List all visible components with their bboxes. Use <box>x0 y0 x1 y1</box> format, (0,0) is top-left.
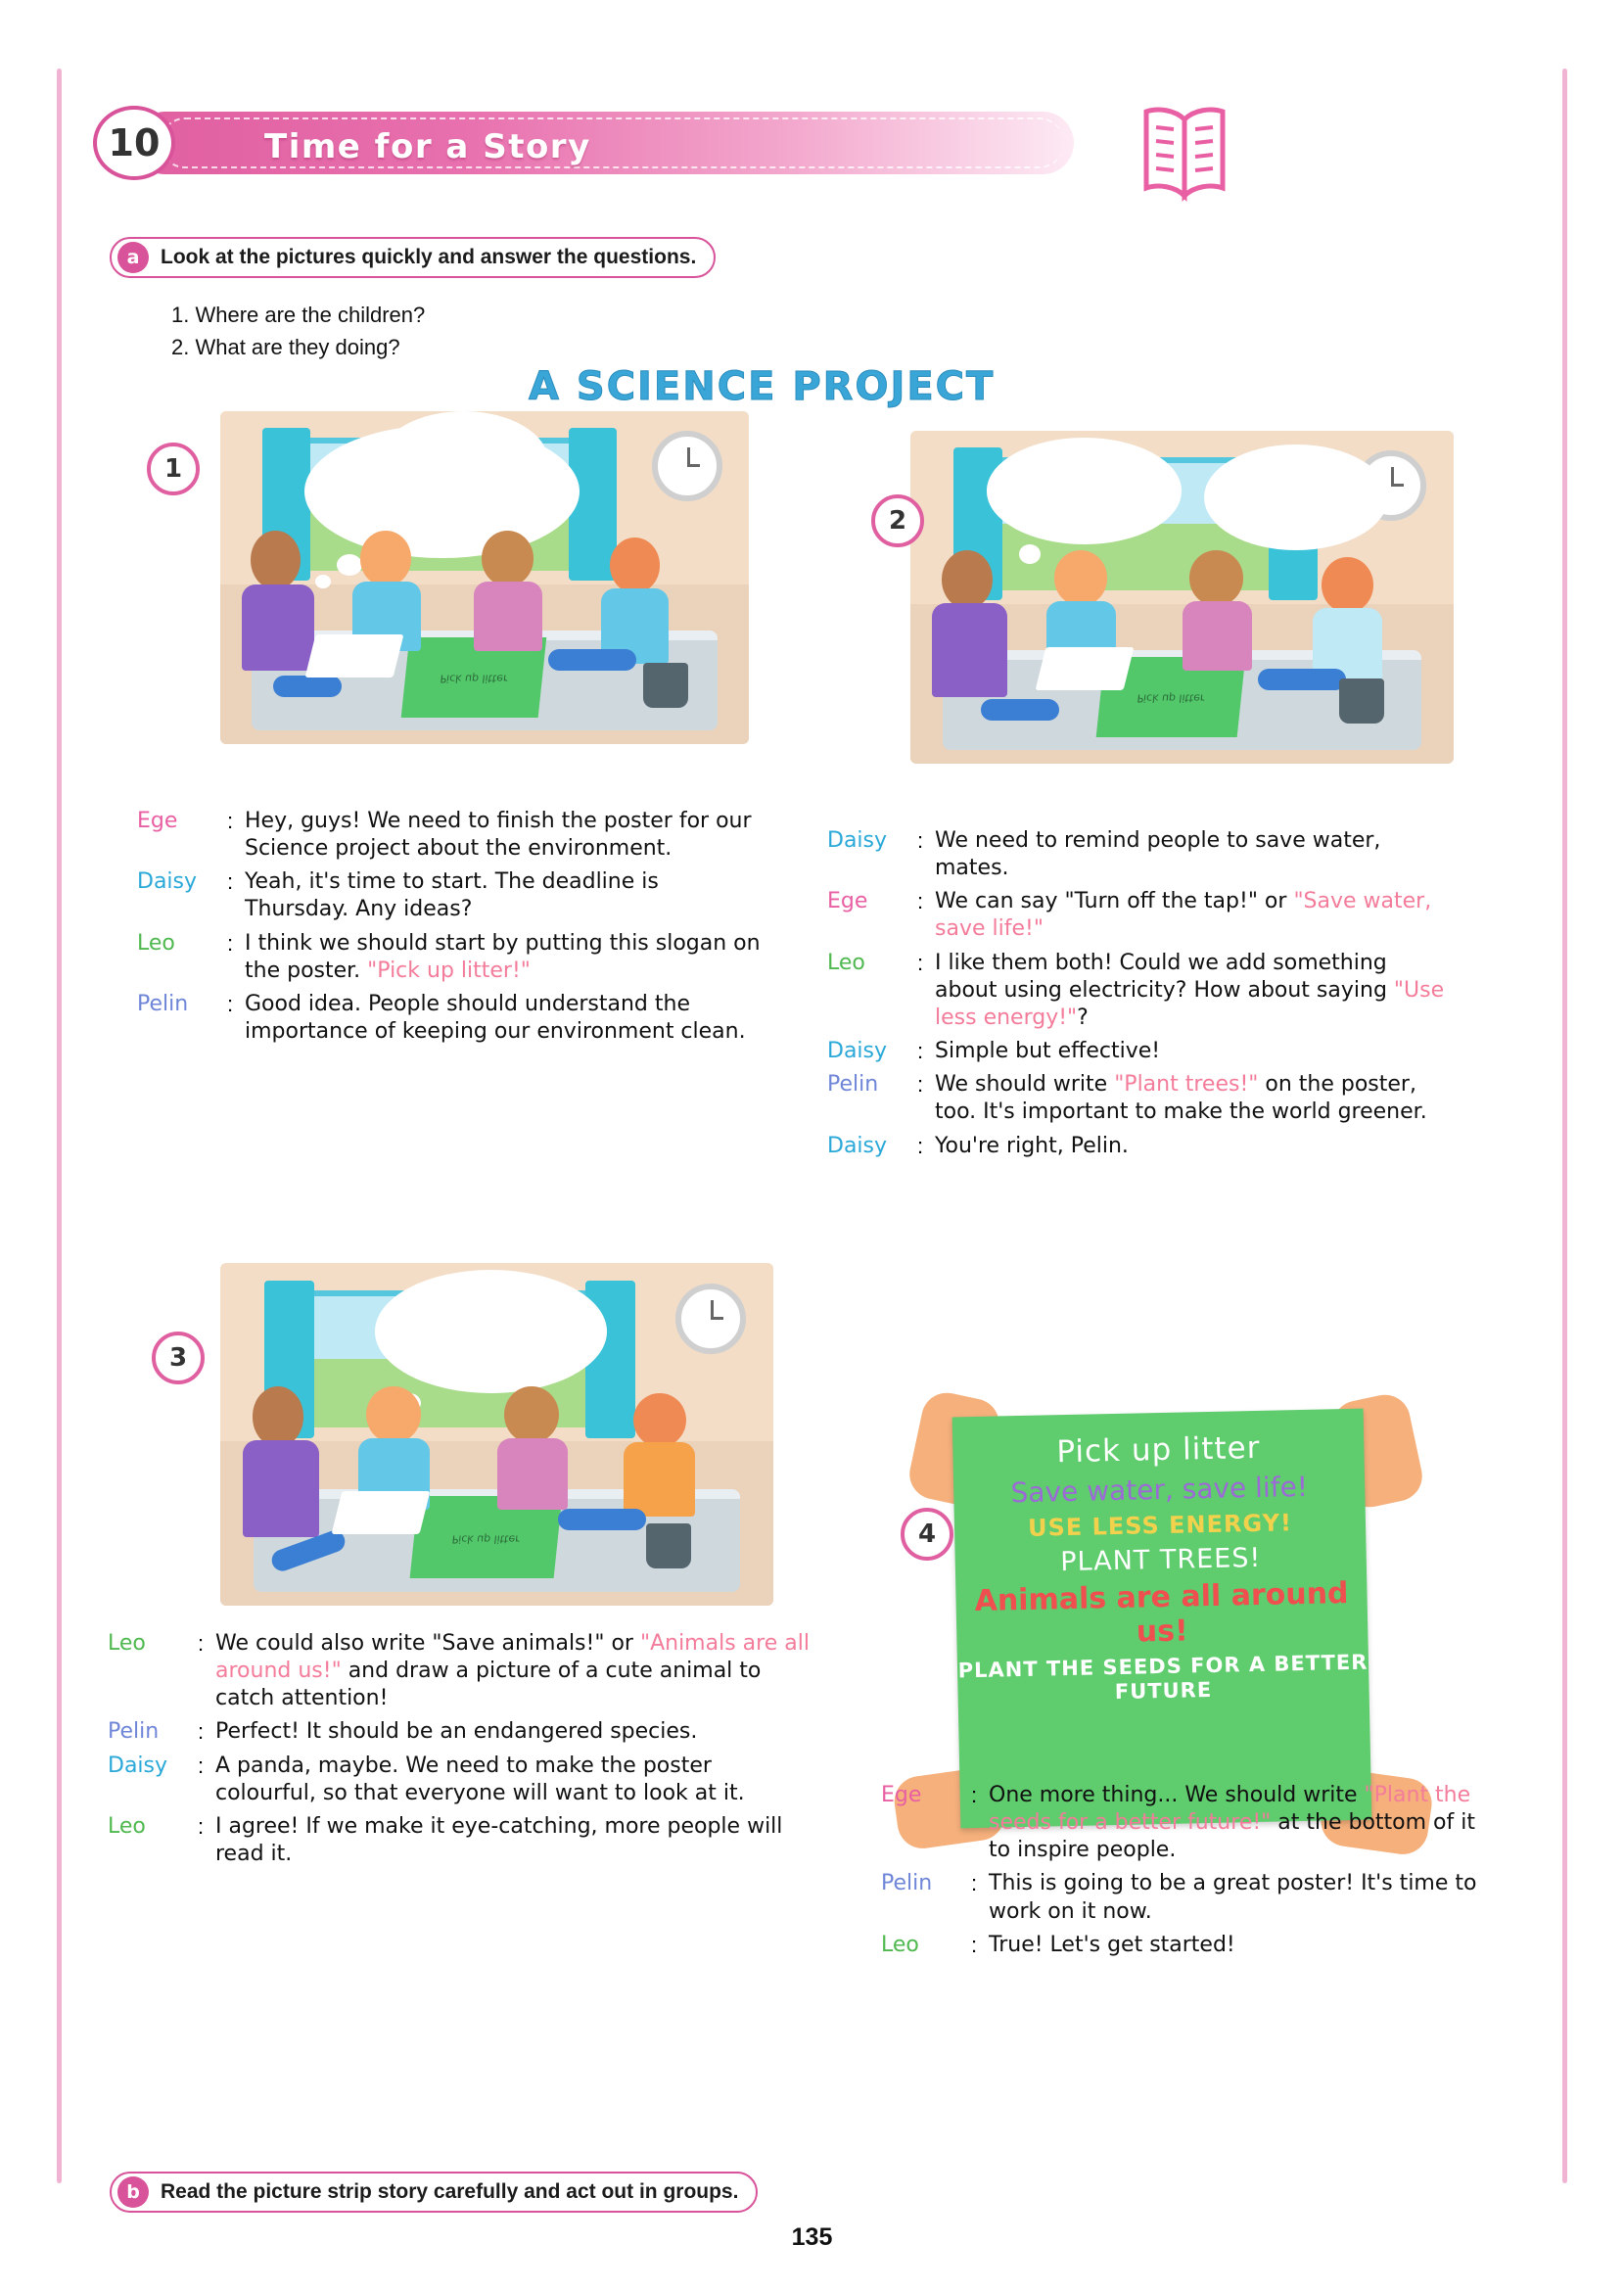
dialogue-slogan: "Save water, save life!" <box>935 889 1432 942</box>
speaker-name: Pelin <box>827 1072 879 1098</box>
kid-head <box>1322 557 1373 613</box>
dialogue-plain: We should write <box>935 1072 1115 1098</box>
story-title: A SCIENCE PROJECT <box>529 364 996 409</box>
panel-1-pencil-cup <box>643 663 688 708</box>
kid-body <box>624 1442 695 1517</box>
panel-2-blue-roll-2 <box>1258 669 1346 690</box>
dialogue-block-4 <box>881 1782 1488 1965</box>
dialogue-plain: One more thing... We should write <box>989 1783 1365 1807</box>
panel-3-wall-clock <box>675 1284 746 1354</box>
question-2: 2. What are they doing? <box>171 335 400 359</box>
speaker-name: Ege <box>827 889 868 914</box>
dialogue-colon: : <box>971 1871 978 1896</box>
dialogue-text <box>215 1718 812 1746</box>
panel-2-kid-leo <box>1313 557 1389 683</box>
unit-number: 10 <box>93 106 175 180</box>
dialogue-plain: You're right, Pelin. <box>935 1133 1129 1158</box>
kid-head <box>1054 550 1107 605</box>
panel-3-kid-pelin <box>497 1386 575 1510</box>
dialogue-line <box>827 827 1454 882</box>
dialogue-colon: : <box>917 1133 924 1158</box>
questions-list <box>171 299 425 363</box>
speaker-name: Leo <box>108 1813 146 1839</box>
dialogue-line <box>108 1630 812 1712</box>
kid-head <box>482 531 534 585</box>
dialogue-text <box>989 1870 1488 1925</box>
dialogue-colon: : <box>917 828 924 853</box>
kid-head <box>253 1386 304 1447</box>
kid-body <box>1183 601 1252 671</box>
dialogue-plain: We can say "Turn off the tap!" or <box>935 889 1294 914</box>
panel-1-blue-roll <box>273 676 342 697</box>
speaker-name: Leo <box>108 1631 146 1656</box>
dialogue-text <box>989 1932 1488 1959</box>
panel-3-kid-ege <box>243 1386 326 1537</box>
dialogue-plain: A panda, maybe. We need to make the poster colourful, so that everyone will want to look at it. <box>215 1753 745 1805</box>
dialogue-line <box>108 1813 812 1868</box>
poster-line-2: Save water, save life! <box>1010 1470 1309 1510</box>
dialogue-plain: We need to remind people to save water, mates. <box>935 828 1381 881</box>
poster-line-1: Pick up litter <box>1056 1429 1261 1471</box>
instruction-b-text: Read the picture strip story carefully and act out in groups. <box>161 2180 739 2203</box>
dialogue-plain: Simple but effective! <box>935 1039 1161 1064</box>
kid-head <box>1189 550 1242 605</box>
dialogue-text <box>215 1813 812 1868</box>
dialogue-block-1 <box>137 808 764 1052</box>
dialogue-colon: : <box>917 950 924 975</box>
dialogue-colon: : <box>917 1039 924 1064</box>
dialogue-colon: : <box>227 930 234 956</box>
panel-3-pencil-cup <box>646 1523 691 1568</box>
kid-body <box>932 603 1007 697</box>
dialogue-plain: ? <box>1077 1005 1089 1030</box>
dialogue-colon: : <box>198 1719 205 1745</box>
instruction-b <box>110 2172 758 2213</box>
dialogue-text <box>245 930 764 985</box>
dialogue-colon: : <box>227 991 234 1016</box>
poster-line-3: USE LESS ENERGY! <box>1027 1509 1293 1542</box>
unit-header <box>93 106 1082 180</box>
dialogue-slogan: "Plant trees!" <box>1114 1072 1259 1098</box>
panel-3-poster-text: Pick up litter <box>450 1532 521 1546</box>
speaker-name: Ege <box>881 1783 922 1807</box>
dialogue-line <box>137 808 764 863</box>
panel-1-paper <box>304 634 403 678</box>
speaker-name: Pelin <box>108 1719 160 1745</box>
kid-head <box>360 531 412 585</box>
dialogue-plain: Yeah, it's time to start. The deadline is Thursday. Any ideas? <box>245 869 659 922</box>
dialogue-colon: : <box>227 869 234 895</box>
comic-panel-2 <box>910 431 1454 764</box>
dialogue-plain: I like them both! Could we add something about using electricity? How about saying <box>935 950 1394 1003</box>
dialogue-plain: I agree! If we make it eye-catching, more people will read it. <box>215 1813 783 1867</box>
panel-2-blue-roll <box>981 699 1059 721</box>
dialogue-line <box>827 1038 1454 1065</box>
project-poster <box>952 1409 1372 1829</box>
question-1: 1. Where are the children? <box>171 303 426 327</box>
instruction-a-text: Look at the pictures quickly and answer the questions. <box>161 246 697 268</box>
dialogue-colon: : <box>198 1753 205 1778</box>
kid-head <box>633 1393 686 1447</box>
speaker-name: Leo <box>137 930 175 956</box>
panel-2-pencil-cup <box>1339 678 1384 724</box>
dialogue-line <box>137 991 764 1046</box>
dialogue-colon: : <box>917 1072 924 1098</box>
speaker-name: Pelin <box>881 1871 933 1896</box>
panel-number-2: 2 <box>871 494 924 547</box>
kid-head <box>942 550 993 609</box>
dialogue-text <box>215 1753 812 1807</box>
panel-1-wall-clock <box>652 431 722 501</box>
dialogue-text <box>935 950 1454 1032</box>
dialogue-block-2 <box>827 827 1454 1166</box>
panel-1-kid-pelin <box>474 531 548 650</box>
poster-line-6: PLANT THE SEEDS FOR A BETTER FUTURE <box>957 1650 1369 1705</box>
dialogue-colon: : <box>971 1932 978 1957</box>
dialogue-line <box>881 1932 1488 1959</box>
speaker-name: Daisy <box>137 869 198 895</box>
poster-line-5: Animals are all around us! <box>974 1576 1349 1650</box>
panel-2-thought-dot-1 <box>1019 544 1041 564</box>
dialogue-plain: This is going to be a great poster! It's time to work on it now. <box>989 1871 1477 1924</box>
page-number: 135 <box>791 2223 833 2251</box>
dialogue-block-3 <box>108 1630 812 1874</box>
dialogue-text <box>245 868 764 923</box>
dialogue-line <box>827 1133 1454 1160</box>
dialogue-line <box>881 1782 1488 1864</box>
dialogue-colon: : <box>917 889 924 914</box>
panel-3-thought-bubble <box>375 1270 607 1393</box>
dialogue-text <box>935 1071 1454 1126</box>
dialogue-line <box>108 1718 812 1746</box>
dialogue-colon: : <box>227 809 234 833</box>
speaker-name: Daisy <box>827 1133 888 1158</box>
panel-1-kid-leo <box>601 538 675 664</box>
dialogue-plain: Good idea. People should understand the importance of keeping our environment clean. <box>245 991 746 1045</box>
kid-head <box>366 1386 420 1443</box>
dialogue-colon: : <box>198 1631 205 1656</box>
poster-line-4: PLANT TREES! <box>1059 1542 1262 1578</box>
instruction-a-badge: a <box>117 242 149 273</box>
dialogue-line <box>827 1071 1454 1126</box>
dialogue-line <box>881 1870 1488 1925</box>
speaker-name: Ege <box>137 809 178 833</box>
kid-head <box>251 531 300 589</box>
panel-2-kid-ege <box>932 550 1013 697</box>
dialogue-text <box>215 1630 812 1712</box>
panel-3-paper <box>331 1491 430 1534</box>
dialogue-text <box>935 827 1454 882</box>
kid-body <box>497 1438 569 1510</box>
dialogue-colon: : <box>198 1813 205 1839</box>
dialogue-slogan: "Plant the seeds for a better future!" <box>989 1783 1471 1836</box>
speaker-name: Leo <box>881 1932 919 1957</box>
dialogue-plain: We could also write "Save animals!" or <box>215 1631 640 1656</box>
panel-2-thought-bubble-left <box>987 438 1183 544</box>
dialogue-line <box>108 1753 812 1807</box>
kid-head <box>610 538 660 593</box>
dialogue-line <box>137 868 764 923</box>
comic-panel-1 <box>220 411 749 744</box>
dialogue-text <box>935 1133 1454 1160</box>
dialogue-plain: True! Let's get started! <box>989 1932 1235 1957</box>
open-book-icon <box>1121 98 1248 206</box>
page-border-right <box>1562 69 1567 2183</box>
panel-1-thought-bubble-b <box>379 411 548 511</box>
panel-3-kid-leo <box>624 1393 701 1517</box>
panel-1-blue-roll-2 <box>548 649 636 671</box>
page-border-left <box>57 69 62 2183</box>
panel-number-4: 4 <box>901 1508 953 1561</box>
kid-head <box>504 1386 558 1443</box>
dialogue-line <box>827 888 1454 943</box>
dialogue-plain: Hey, guys! We need to finish the poster for our Science project about the environment. <box>245 809 752 862</box>
dialogue-text <box>245 991 764 1046</box>
dialogue-line <box>827 950 1454 1032</box>
dialogue-text <box>935 888 1454 943</box>
panel-1-kid-ege <box>242 531 321 671</box>
dialogue-plain: at the bottom of it to inspire people. <box>989 1810 1475 1863</box>
panel-2-kid-pelin <box>1183 550 1259 670</box>
panel-3-blue-roll-2 <box>558 1509 646 1530</box>
dialogue-slogan: "Use less energy!" <box>935 977 1445 1030</box>
panel-2-thought-bubble-right <box>1204 444 1389 551</box>
panel-2-paper <box>1036 647 1135 690</box>
dialogue-text <box>935 1038 1454 1065</box>
dialogue-colon: : <box>971 1783 978 1807</box>
dialogue-plain: on the poster, too. It's important to make the world greener. <box>935 1072 1427 1125</box>
dialogue-text <box>245 808 764 863</box>
instruction-b-badge: b <box>117 2176 149 2208</box>
dialogue-line <box>137 930 764 985</box>
speaker-name: Daisy <box>827 1039 888 1064</box>
panel-2-poster-text: Pick up litter <box>1137 692 1206 706</box>
speaker-name: Pelin <box>137 991 189 1016</box>
kid-body <box>243 1440 319 1537</box>
dialogue-slogan: "Pick up litter!" <box>367 958 531 983</box>
dialogue-plain: and draw a picture of a cute animal to catch attention! <box>215 1659 762 1711</box>
dialogue-plain: I think we should start by putting this slogan on the poster. <box>245 930 761 983</box>
comic-panel-3 <box>220 1263 773 1606</box>
dialogue-plain: Perfect! It should be an endangered species. <box>215 1719 698 1745</box>
speaker-name: Daisy <box>827 828 888 853</box>
dialogue-text <box>989 1782 1488 1864</box>
panel-1-poster-text: Pick up litter <box>439 673 509 686</box>
kid-body <box>242 584 315 672</box>
speaker-name: Leo <box>827 950 865 975</box>
unit-title: Time for a Story <box>264 127 591 166</box>
kid-body <box>474 582 542 651</box>
panel-1-kid-daisy <box>352 531 427 650</box>
dialogue-slogan: "Animals are all around us!" <box>215 1631 810 1684</box>
panel-number-3: 3 <box>152 1332 205 1384</box>
panel-number-1: 1 <box>147 443 200 495</box>
instruction-a <box>110 237 716 278</box>
speaker-name: Daisy <box>108 1753 168 1778</box>
